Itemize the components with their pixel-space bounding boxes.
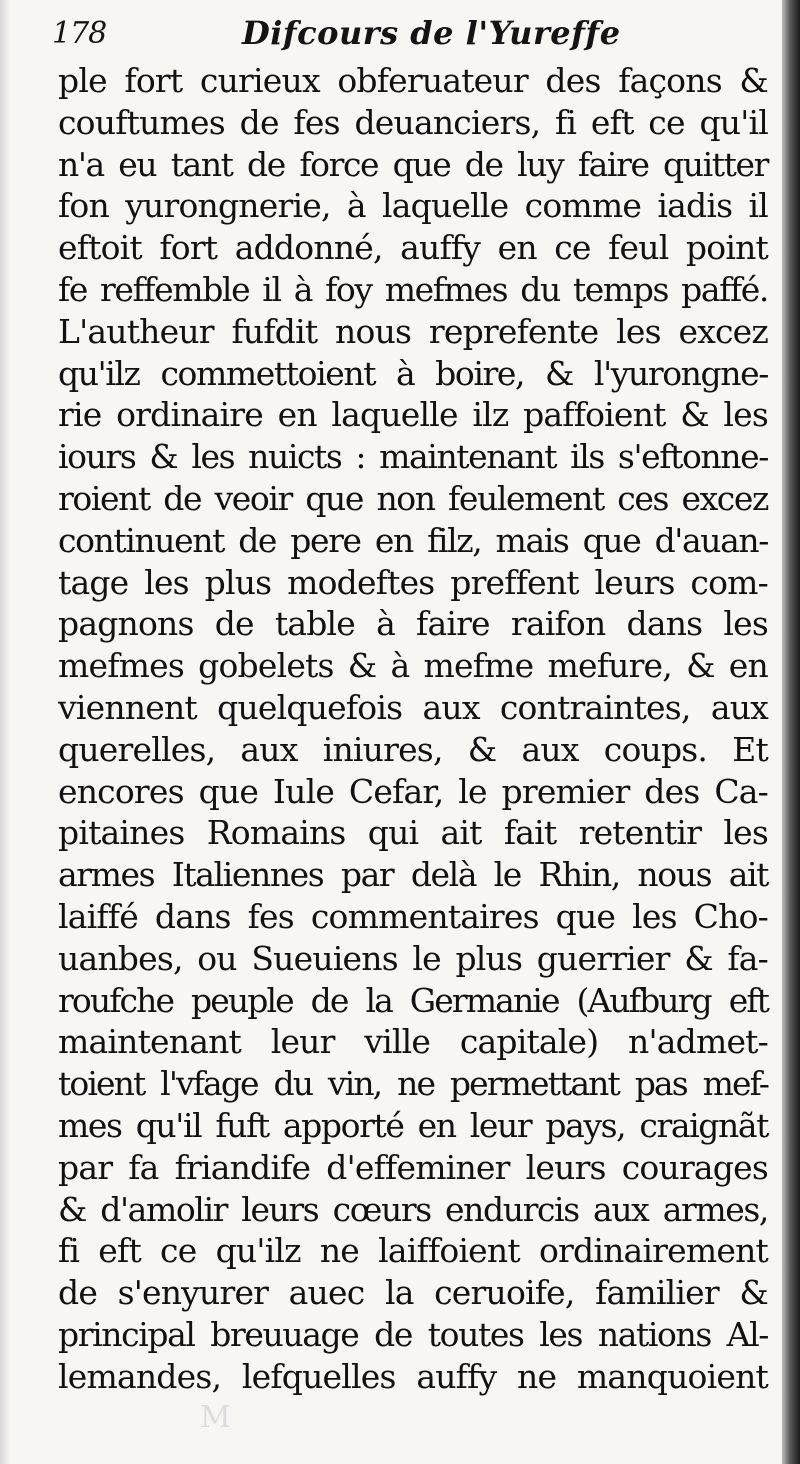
page-number: 178 bbox=[52, 16, 107, 51]
text-line: querelles, aux iniures, & aux coups. Et bbox=[58, 729, 768, 769]
text-line: mes qu'il fuft apporté en leur pays, craignãt bbox=[58, 1105, 768, 1145]
text-line: ple fort curieux obferuateur des façons & bbox=[58, 61, 768, 100]
text-line: viennent quelquefois aux contraintes, aux bbox=[58, 687, 768, 727]
text-line: pagnons de table à faire raifon dans les bbox=[58, 604, 768, 644]
text-line: uanbes, ou Sueuiens le plus guerrier & fa- bbox=[58, 938, 768, 978]
text-line: toient l'vfage du vin, ne permettant pas mef- bbox=[58, 1064, 768, 1104]
text-line: de s'enyurer auec la ceruoife, familier & bbox=[58, 1273, 768, 1313]
text-line: armes Italiennes par delà le Rhin, nous ait bbox=[58, 855, 768, 895]
text-line: principal breuuage de toutes les nations Al- bbox=[58, 1314, 768, 1354]
text-line: couftumes de fes deuanciers, fi eft ce qu'il bbox=[58, 102, 768, 142]
text-line: & d'amolir leurs cœurs endurcis aux armes, bbox=[58, 1189, 768, 1229]
text-line: lemandes, lefquelles auffy ne manquoient bbox=[58, 1356, 768, 1396]
scan-right-edge bbox=[782, 0, 800, 1464]
text-line: roient de veoir que non feulement ces excez bbox=[58, 478, 768, 518]
text-line: pitaines Romains qui ait fait retentir les bbox=[58, 813, 768, 853]
text-line: eftoit fort addonné, auffy en ce feul point bbox=[58, 228, 768, 268]
text-line: encores que Iule Cefar, le premier des Ca- bbox=[58, 771, 768, 811]
text-line: n'a eu tant de force que de luy faire quitter bbox=[58, 144, 768, 184]
text-line: tage les plus modeftes preffent leurs com- bbox=[58, 562, 768, 602]
text-line: iours & les nuicts : maintenant ils s'eftonne- bbox=[58, 437, 768, 477]
scan-left-shadow bbox=[0, 0, 10, 1464]
text-line: L'autheur fufdit nous reprefente les excez bbox=[58, 311, 768, 351]
text-line: fon yurongnerie, à laquelle comme iadis il bbox=[58, 186, 768, 226]
text-line: maintenant leur ville capitale) n'admet- bbox=[58, 1022, 768, 1062]
text-line: rie ordinaire en laquelle ilz paffoient & les bbox=[58, 395, 768, 435]
running-head: Difcours de l'Yureffe bbox=[242, 14, 621, 52]
text-line: mefmes gobelets & à mefme mefure, & en bbox=[58, 646, 768, 686]
text-line: roufche peuple de la Germanie (Aufburg eft bbox=[58, 980, 768, 1020]
text-line: par fa friandife d'effeminer leurs courages bbox=[58, 1147, 768, 1187]
text-line: fe reffemble il à foy mefmes du temps paffé. bbox=[58, 269, 768, 309]
text-line: continuent de pere en filz, mais que d'auan- bbox=[58, 520, 768, 560]
text-line: fi eft ce qu'ilz ne laiffoient ordinairement bbox=[58, 1231, 768, 1271]
text-line: laiffé dans fes commentaires que les Cho- bbox=[58, 896, 768, 936]
body-text bbox=[58, 60, 768, 1398]
page-header bbox=[52, 8, 772, 60]
signature-mark: M bbox=[200, 1400, 231, 1435]
text-line: qu'ilz commettoient à boire, & l'yurongne- bbox=[58, 353, 768, 393]
